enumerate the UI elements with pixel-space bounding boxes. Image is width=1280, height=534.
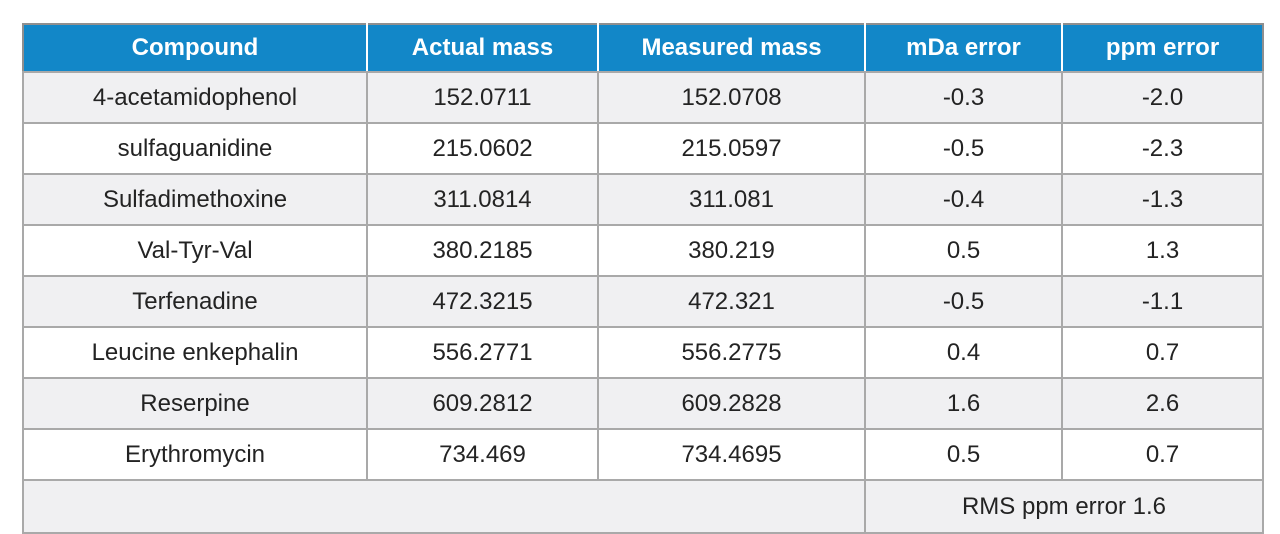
table-header	[23, 24, 1263, 72]
mda-error-cell: -0.3	[865, 72, 1062, 123]
measured-mass-cell: 556.2775	[598, 327, 865, 378]
ppm-error-cell: 0.7	[1062, 327, 1263, 378]
table-row	[23, 123, 1263, 174]
measured-mass-cell: 215.0597	[598, 123, 865, 174]
mda-error-cell: 1.6	[865, 378, 1062, 429]
actual-mass-cell: 215.0602	[367, 123, 598, 174]
table-footer	[23, 480, 1263, 533]
measured-mass-cell: 380.219	[598, 225, 865, 276]
actual-mass-cell: 152.0711	[367, 72, 598, 123]
actual-mass-cell: 609.2812	[367, 378, 598, 429]
measured-mass-cell: 152.0708	[598, 72, 865, 123]
table-row	[23, 378, 1263, 429]
footer-row	[23, 480, 1263, 533]
mda-error-cell: -0.4	[865, 174, 1062, 225]
actual-mass-cell: 472.3215	[367, 276, 598, 327]
table-row	[23, 225, 1263, 276]
measured-mass-cell: 472.321	[598, 276, 865, 327]
mda-error-cell: -0.5	[865, 123, 1062, 174]
compound-cell: Reserpine	[23, 378, 367, 429]
footer-empty-cell	[23, 480, 865, 533]
compound-cell: sulfaguanidine	[23, 123, 367, 174]
mda-error-cell: 0.4	[865, 327, 1062, 378]
ppm-error-cell: 1.3	[1062, 225, 1263, 276]
compound-cell: Val-Tyr-Val	[23, 225, 367, 276]
rms-ppm-error-cell: RMS ppm error 1.6	[865, 480, 1263, 533]
actual-mass-cell: 734.469	[367, 429, 598, 480]
measured-mass-cell: 609.2828	[598, 378, 865, 429]
table-row	[23, 72, 1263, 123]
column-header-mda-error: mDa error	[865, 24, 1062, 72]
ppm-error-cell: 0.7	[1062, 429, 1263, 480]
table-body	[23, 72, 1263, 480]
measured-mass-cell: 311.081	[598, 174, 865, 225]
table-row	[23, 327, 1263, 378]
ppm-error-cell: -1.1	[1062, 276, 1263, 327]
measured-mass-cell: 734.4695	[598, 429, 865, 480]
table-row	[23, 174, 1263, 225]
compound-cell: Erythromycin	[23, 429, 367, 480]
actual-mass-cell: 311.0814	[367, 174, 598, 225]
mda-error-cell: 0.5	[865, 225, 1062, 276]
mda-error-cell: -0.5	[865, 276, 1062, 327]
column-header-measured-mass: Measured mass	[598, 24, 865, 72]
column-header-actual-mass: Actual mass	[367, 24, 598, 72]
table-row	[23, 276, 1263, 327]
mass-accuracy-table	[22, 23, 1264, 534]
compound-cell: Leucine enkephalin	[23, 327, 367, 378]
mda-error-cell: 0.5	[865, 429, 1062, 480]
table-row	[23, 429, 1263, 480]
compound-cell: 4-acetamidophenol	[23, 72, 367, 123]
ppm-error-cell: 2.6	[1062, 378, 1263, 429]
compound-cell: Terfenadine	[23, 276, 367, 327]
actual-mass-cell: 380.2185	[367, 225, 598, 276]
ppm-error-cell: -1.3	[1062, 174, 1263, 225]
ppm-error-cell: -2.0	[1062, 72, 1263, 123]
actual-mass-cell: 556.2771	[367, 327, 598, 378]
ppm-error-cell: -2.3	[1062, 123, 1263, 174]
header-row	[23, 24, 1263, 72]
column-header-ppm-error: ppm error	[1062, 24, 1263, 72]
column-header-compound: Compound	[23, 24, 367, 72]
compound-cell: Sulfadimethoxine	[23, 174, 367, 225]
